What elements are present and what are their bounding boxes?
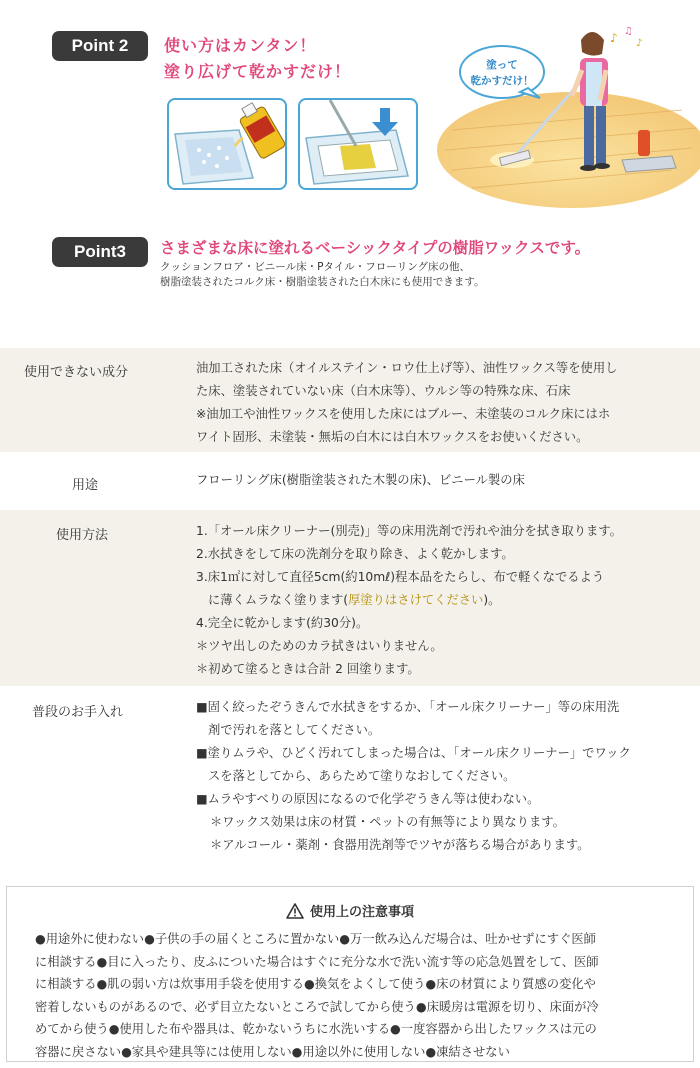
point3-badge: Point3 [52, 237, 148, 267]
spec-line: ワイト固形、未塗装・無垢の白木には白木ワックスをお使いください。 [196, 430, 589, 444]
spec-line: 剤で汚れを落としてください。 [208, 723, 381, 737]
method-line4-start: に薄くムラなく塗ります( [208, 593, 349, 607]
pour-wax-illustration [169, 100, 285, 188]
spec-line: ■塗りムラや、ひどく汚れてしまった場合は、「オール床クリーナー」でワック [196, 746, 631, 760]
spec-row-usage [0, 452, 700, 510]
illustration-pour-wax [167, 98, 287, 190]
bubble-text-2: 乾かすだけ！ [470, 75, 534, 87]
spec-content-method [196, 520, 694, 681]
mop-illustration [300, 100, 416, 188]
bubble-text-1: 塗って [486, 59, 518, 71]
spec-row-care [0, 686, 700, 868]
spec-line: ＊アルコール・薬剤・食器用洗剤等でツヤが落ちる場合があります。 [210, 838, 590, 852]
caution-line: に相談する●肌の弱い方は炊事用手袋を使用する●換気をよくして使う●床の材質により質感の変化や [35, 977, 596, 991]
spec-line: ＊初めて塗るときは合計 2 回塗ります。 [196, 662, 420, 676]
point2-headline-2: 塗り広げて乾かすだけ！ [164, 62, 352, 81]
woman-waxing-floor-illustration [432, 10, 700, 210]
warning-icon [286, 903, 304, 919]
spec-line: ＊ツヤ出しのためのカラ拭きはいりません。 [196, 639, 443, 653]
spec-line: 油加工された床（オイルステイン・ロウ仕上げ等）、油性ワックス等を使用し [196, 361, 618, 375]
point2-badge: Point 2 [52, 31, 148, 61]
spec-content-usage [196, 469, 694, 492]
spec-line: 3.床1㎡に対して直径5cm(約10mℓ)程本品をたらし、布で軽くなでるよう [196, 570, 605, 584]
caution-line: 密着しないものがあるので、必ず目立たないところで試してから使う●床暖房は電源を切り、床面が冷 [35, 999, 599, 1014]
spec-label-care: 普段のお手入れ [32, 705, 124, 720]
point3-title: さまざまな床に塗れるベーシックタイプの樹脂ワックスです。 [160, 239, 591, 257]
spec-line: 4.完全に乾かします(約30分)。 [196, 616, 369, 630]
caution-text [35, 928, 675, 1063]
spec-row-unusable [0, 348, 700, 452]
spec-row-method [0, 510, 700, 686]
caution-line: ●用途外に使わない●子供の手の届くところに置かない●万一飲み込んだ場合は、吐かせずにすぐ医師 [35, 932, 596, 946]
spec-line: 1.「オール床クリーナー(別売)」等の床用洗剤で汚れや油分を拭き取ります。 [196, 524, 622, 538]
spec-label-usage: 用途 [72, 478, 99, 493]
spec-line: ■ムラやすべりの原因になるので化学ぞうきん等は使わない。 [196, 792, 540, 806]
point3-description-2: 樹脂塗装されたコルク床・樹脂塗装された白木床にも使用できます。 [160, 276, 485, 288]
point3-description-1: クッションフロア・ビニール床・Pタイル・フローリング床の他、 [160, 261, 470, 273]
method-warning-emphasis: 厚塗りはさけてください [348, 593, 484, 607]
spec-content-care [196, 696, 694, 857]
spec-line: ＊ワックス効果は床の材質・ペットの有無等により異なります。 [210, 815, 565, 829]
spec-line: ■固く絞ったぞうきんで水拭きをするか、「オール床クリーナー」等の床用洗 [196, 700, 620, 714]
caution-header [7, 901, 693, 920]
caution-title: 使用上の注意事項 [309, 905, 414, 920]
spec-label-unusable: 使用できない成分 [24, 365, 129, 380]
spec-line: た床、塗装されていない床（白木床等）、ウルシ等の特殊な床、石床 [196, 384, 571, 398]
caution-line: めてから使う●使用した布や器具は、乾かないうちに水洗いする●一度容器から出したワックスは元の [35, 1022, 597, 1036]
illustration-spread-mop [298, 98, 418, 190]
caution-box [6, 886, 694, 1062]
spec-line: 2.水拭きをして床の洗剤分を取り除き、よく乾かします。 [196, 547, 514, 561]
point2-headline-1: 使い方はカンタン！ [164, 36, 317, 55]
music-note-icon: ♫ [624, 26, 633, 37]
caution-line: 容器に戻さない●家具や建具等には使用しない●用途以外に使用しない●凍結させない [35, 1044, 510, 1059]
spec-line: スを落としてから、あらためて塗りなおしてください。 [208, 769, 516, 783]
caution-line: に相談する●目に入ったり、皮ふについた場合はすぐに充分な水で洗い流す等の応急処置をして、医師 [35, 954, 599, 969]
music-note-icon: ♪ [636, 38, 643, 49]
spec-content-unusable [196, 357, 694, 449]
waxing-scene-illustration [432, 10, 700, 210]
music-note-icon: ♪ [610, 31, 618, 45]
spec-line: ※油加工や油性ワックスを使用した床にはブルー、未塗装のコルク床にはホ [196, 407, 611, 421]
spec-line: フローリング床(樹脂塗装された木製の床)、ビニール製の床 [196, 473, 525, 487]
spec-label-method: 使用方法 [56, 528, 109, 543]
spec-line [196, 589, 694, 612]
method-line4-end: )。 [483, 593, 501, 607]
